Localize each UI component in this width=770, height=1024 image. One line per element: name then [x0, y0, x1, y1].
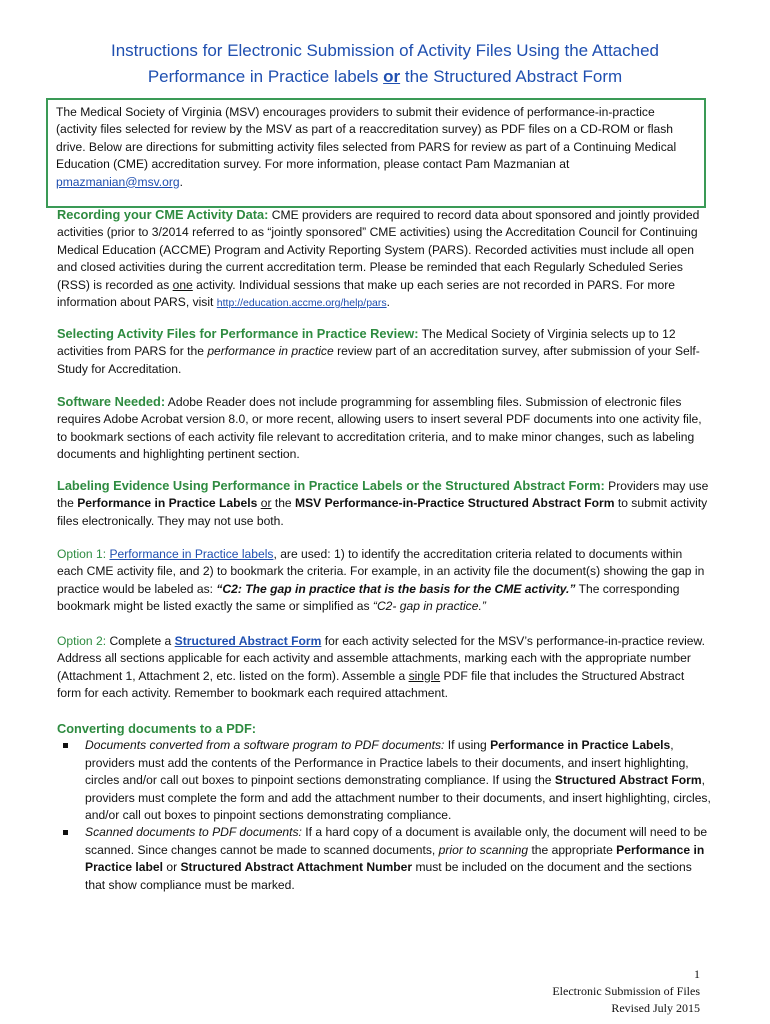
labeling-section	[57, 477, 711, 530]
bullet1-italic: Documents converted from a software program to PDF documents:	[85, 738, 445, 753]
intro-box	[46, 98, 706, 208]
document-title	[40, 38, 730, 90]
selecting-heading: Selecting Activity Files for Performance in Practice Review:	[57, 326, 419, 341]
pars-help-link[interactable]: http://education.accme.org/help/pars	[216, 297, 387, 310]
labeling-bold-1: Performance in Practice Labels	[77, 496, 258, 511]
option1-text-2: The corresponding bookmark might be listed exactly the same or simplified as	[57, 581, 680, 614]
bullet2-bold-2: Structured Abstract Attachment Number	[180, 860, 413, 875]
option1-label: Option 1:	[57, 547, 107, 561]
option2-section	[57, 633, 711, 703]
intro-end: .	[179, 174, 183, 189]
option1-quote: “C2: The gap in practice that is the basis for the CME activity.”	[216, 581, 576, 596]
software-section	[57, 393, 711, 464]
recording-text-1: CME providers are required to record data about sponsored and jointly provided activities (prior to 3/2014 referred to as “jointly sponsored” CME activities) using the Accreditation Council for Continuing Medical Education (ACCME) Program and Activity Reporting System (PARS). Recorded activities must include all open and closed activities during the current accreditation term. Please be reminded that each Regularly Scheduled Series (RSS) is recorded as	[57, 208, 700, 292]
converting-list	[57, 737, 711, 894]
bullet-square-icon	[63, 830, 68, 835]
footer-line-1: Electronic Submission of Files	[552, 984, 700, 998]
labeling-text-2: to submit activity files electronically. They may not use both.	[57, 496, 708, 528]
bullet1-text-2: , providers must add the contents of the Performance in Practice labels to their documents, and insert highlighting, circles and/or call out boxes to pinpoint sections demonstrating compliance. If using the	[85, 738, 689, 788]
option2-text-1: Complete a	[106, 634, 175, 648]
title-or: or	[383, 67, 401, 86]
labeling-the: the	[271, 496, 296, 511]
title-line-1: Instructions for Electronic Submission of Activity Files Using the Attached	[110, 41, 660, 60]
labeling-heading: Labeling Evidence Using Performance in Practice Labels or the Structured Abstract Form:	[57, 478, 605, 493]
recording-text-2: activity. Individual sessions that make up each series are not recorded in PARS. For more information about PARS, visit	[57, 277, 675, 310]
option1-section	[57, 546, 711, 616]
list-item	[57, 737, 711, 824]
page-footer	[552, 966, 700, 1017]
option2-text-2: for each activity selected for the MSV’s performance-in-practice review. Address all sections applicable for each activity and assemble attachments, marking each with the appropriate number (Attachment 1, Attachment 2, etc. listed on the form). Assemble a	[57, 634, 705, 683]
selecting-italic: performance in practice	[207, 344, 334, 359]
bullet-square-icon	[63, 743, 68, 748]
intro-text: The Medical Society of Virginia (MSV) encourages providers to submit their evidence of performance-in-practice (activity files selected for review by the MSV as part of a reaccreditation survey) as PDF files on a CD-ROM or flash drive. Below are directions for submitting activity files selected from PARS for review as part of a Continuing Medical Education (CME) accreditation survey. For more information, please contact Pam Mazmanian at	[56, 105, 677, 172]
option2-single: single	[408, 668, 441, 683]
bullet1-text-1: If using	[444, 738, 491, 753]
page-number: 1	[694, 967, 700, 981]
selecting-text-1: The Medical Society of Virginia selects up to 12 activities from PARS for the	[57, 327, 676, 359]
labeling-or: or	[260, 496, 272, 511]
bullet2-text-2: the appropriate	[528, 842, 617, 857]
recording-end: .	[386, 295, 390, 310]
option2-label: Option 2:	[57, 634, 107, 648]
recording-heading: Recording your CME Activity Data:	[57, 207, 269, 222]
list-item	[57, 824, 711, 894]
bullet1-text-3: , providers must complete the form and add the attachment number to their documents, and insert highlighting, circles, and/or call out boxes to pinpoint sections demonstrating compliance.	[85, 773, 711, 823]
option2-text-3: PDF file that includes the Structured Abstract form for each activity. Remember to bookmark each required attachment.	[57, 668, 685, 701]
bullet2-text-1: If a hard copy of a document is available only, the document will need to be scanned. Since changes cannot be made to scanned documents,	[85, 825, 708, 857]
bullet2-bold-1: Performance in Practice label	[85, 842, 705, 875]
software-text: Adobe Reader does not include programming for assembling files. Submission of electronic files requires Adobe Acrobat version 8.0, or more recent, allowing users to insert several PDF documents into one activity file, to bookmark sections of each activity file relevant to accreditation criteria, and to make minor changes, such as labeling documents and highlighting pertinent section.	[57, 395, 702, 462]
selecting-text-2: review part of an accreditation survey, after submission of your Self-Study for Accreditation.	[57, 344, 700, 376]
converting-heading: Converting documents to a PDF:	[57, 721, 257, 736]
selecting-section	[57, 325, 711, 378]
software-heading: Software Needed:	[57, 394, 166, 409]
footer-line-2: Revised July 2015	[611, 1001, 700, 1015]
contact-email-link[interactable]: pmazmanian@msv.org	[56, 174, 180, 189]
bullet2-or: or	[162, 860, 181, 875]
recording-section	[57, 206, 711, 312]
performance-labels-link[interactable]: Performance in Practice labels	[109, 547, 274, 561]
option1-quote-2: “C2- gap in practice.”	[372, 599, 486, 614]
bullet2-italic: Scanned documents to PDF documents:	[85, 825, 302, 840]
title-line-2	[40, 64, 730, 90]
labeling-bold-2: MSV Performance-in-Practice Structured Abstract Form	[295, 496, 615, 511]
converting-section	[57, 720, 711, 894]
bullet2-text-3: must be included on the document and the sections that show compliance must be marked.	[85, 860, 692, 892]
option1-text-1: , are used: 1) to identify the accreditation criteria related to documents within each CME activity file, and 2) to bookmark the criteria. For example, in an activity file the document(s) showing the gap in practice would be labeled as:	[57, 547, 705, 596]
title-line-2-pre: Performance in Practice labels	[147, 67, 384, 86]
bullet1-bold-1: Performance in Practice Labels	[490, 738, 671, 753]
labeling-text-1: Providers may use the	[57, 479, 709, 511]
recording-one: one	[172, 277, 193, 292]
bullet1-bold-2: Structured Abstract Form	[554, 773, 702, 788]
bullet2-italic-2: prior to scanning	[438, 842, 529, 857]
title-line-2-post: the Structured Abstract Form	[400, 67, 623, 86]
structured-abstract-link[interactable]: Structured Abstract Form	[174, 634, 322, 648]
